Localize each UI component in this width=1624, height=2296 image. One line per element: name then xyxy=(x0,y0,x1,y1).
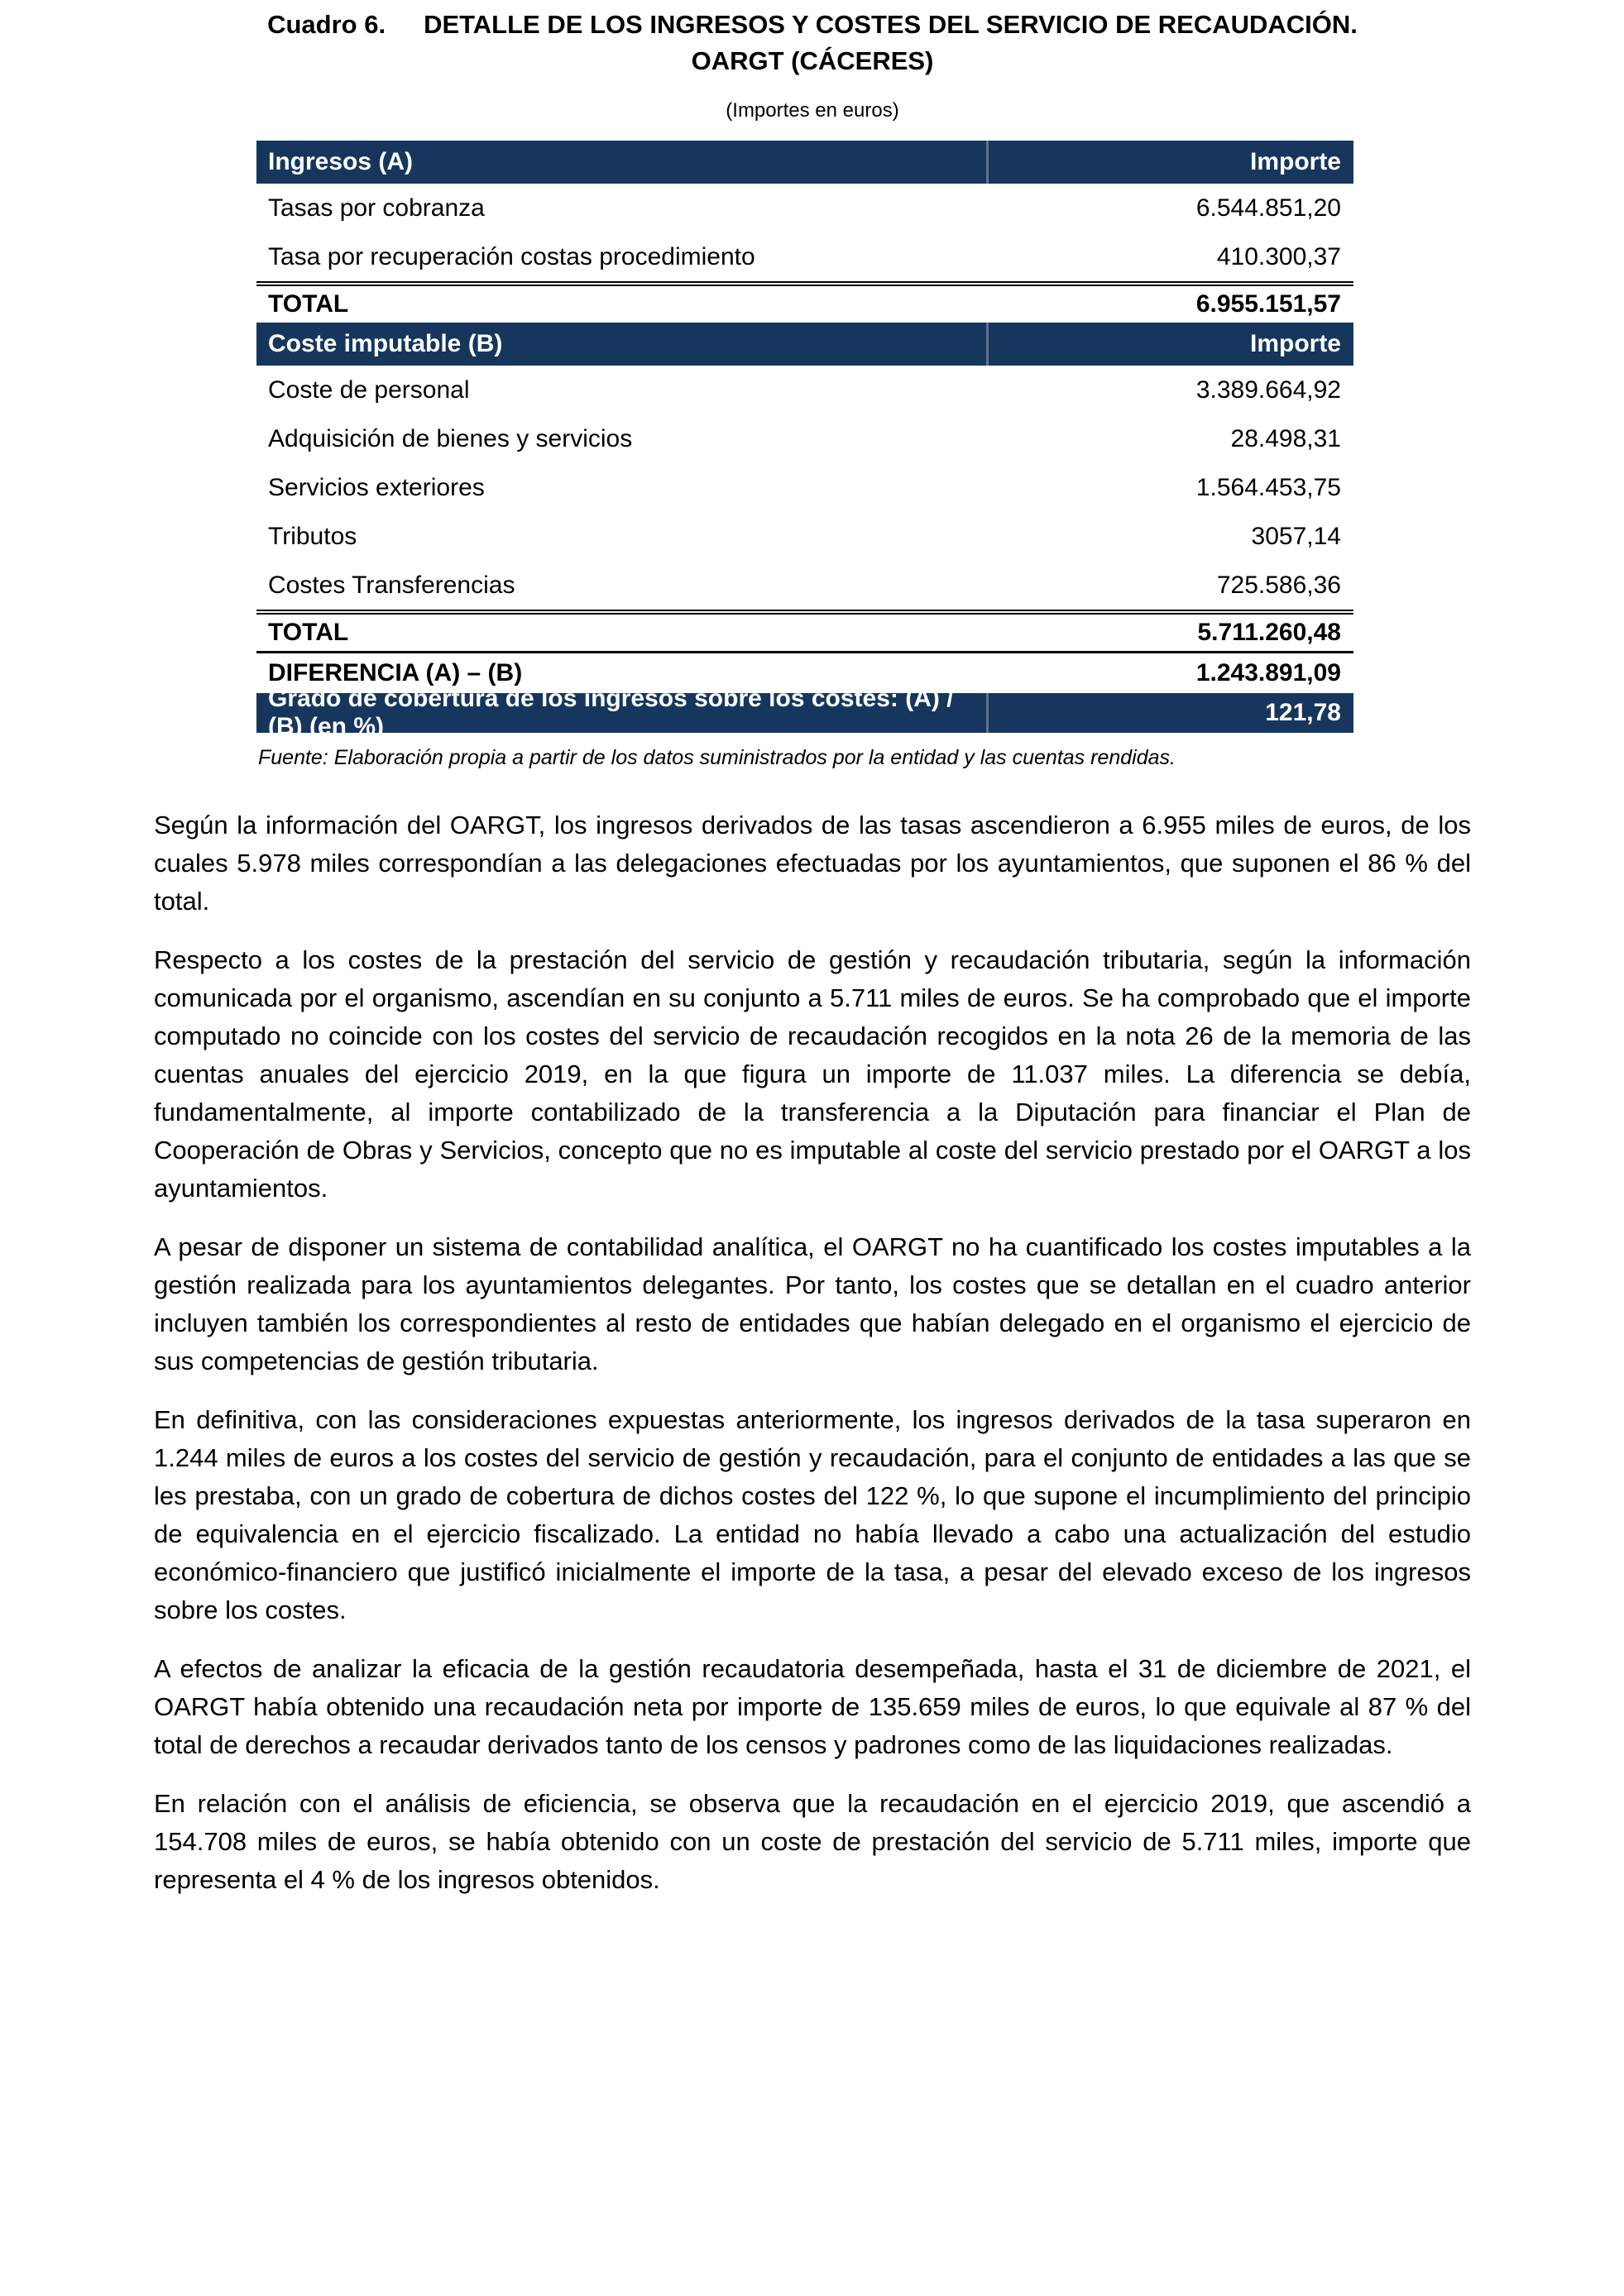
body-text xyxy=(154,806,1471,1899)
row-label: DIFERENCIA (A) – (B) xyxy=(268,659,523,686)
title-text: DETALLE DE LOS INGRESOS Y COSTES DEL SERVICIO DE RECAUDACIÓN. xyxy=(424,10,1358,39)
table-row xyxy=(256,512,1353,561)
row-value: 1.243.891,09 xyxy=(1195,659,1341,686)
row-value: 3057,14 xyxy=(1251,522,1341,550)
row-label: Coste imputable (B) xyxy=(268,330,503,357)
row-value: 5.711.260,48 xyxy=(1197,619,1341,646)
row-label: Coste de personal xyxy=(268,375,470,404)
page-content xyxy=(154,7,1471,1920)
table-total-row xyxy=(256,281,1353,323)
page-title xyxy=(154,7,1471,79)
source-note: Fuente: Elaboración propia a partir de los datos suministrados por la entidad y las cuentas rendidas. xyxy=(258,746,1176,769)
paragraph: En definitiva, con las consideraciones expuestas anteriormente, los ingresos derivados de la tasa superaron en 1.244 miles de euros a los costes del servicio de gestión y recaudación, para el conjunto de entidades a las que se les prestaba, con un grado de cobertura de dichos costes del 122 %, lo que supone el incumplimiento del principio de equivalencia en el ejercicio fiscalizado. La entidad no había llevado a cabo una actualización del estudio económico-financiero que justificó inicialmente el importe de la tasa, a pesar del elevado exceso de los ingresos sobre los costes. xyxy=(154,1405,1471,1624)
row-label: TOTAL xyxy=(268,290,349,318)
row-label: Servicios exteriores xyxy=(268,473,485,501)
row-label: Adquisición de bienes y servicios xyxy=(268,424,633,452)
table-row xyxy=(256,366,1353,414)
row-value: 725.586,36 xyxy=(1216,571,1341,599)
table-row xyxy=(256,184,1353,232)
units-note: (Importes en euros) xyxy=(726,99,899,122)
paragraph: A efectos de analizar la eficacia de la gestión recaudatoria desempeñada, hasta el 31 de diciembre de 2021, el OARGT había obtenido una recaudación neta por importe de 135.659 miles de euros, lo que equivale al 87 % del total de derechos a recaudar derivados tanto de los censos y padrones como de las liquidaciones realizadas. xyxy=(154,1654,1471,1759)
row-label: Tasa por recuperación costas procedimiento xyxy=(268,242,755,270)
row-label: TOTAL xyxy=(268,619,349,646)
row-value: 28.498,31 xyxy=(1230,424,1341,452)
table-section-header-row xyxy=(256,323,1353,366)
table-row xyxy=(256,232,1353,281)
table-row xyxy=(256,463,1353,512)
paragraph: A pesar de disponer un sistema de contabilidad analítica, el OARGT no ha cuantificado los costes imputables a la gestión realizada para los ayuntamientos delegantes. Por tanto, los costes que se detallan en el cuadro anterior incluyen también los correspondientes al resto de entidades que habían delegado en el organismo el ejercicio de sus competencias de gestión tributaria. xyxy=(154,1232,1471,1375)
row-label: Costes Transferencias xyxy=(268,571,515,599)
row-value: 6.544.851,20 xyxy=(1195,194,1341,222)
row-value: Importe xyxy=(986,323,1353,366)
table-section-header-row xyxy=(256,141,1353,184)
row-value: 1.564.453,75 xyxy=(1195,473,1341,501)
row-label: Tasas por cobranza xyxy=(268,194,485,222)
row-value: 410.300,37 xyxy=(1216,242,1341,270)
row-value: 3.389.664,92 xyxy=(1195,375,1341,404)
table-row xyxy=(256,561,1353,610)
income-cost-table xyxy=(256,141,1353,740)
table-coverage-row xyxy=(256,685,1353,740)
row-label: Ingresos (A) xyxy=(268,148,414,175)
row-value: 6.955.151,57 xyxy=(1195,290,1341,318)
table-row xyxy=(256,414,1353,463)
row-value: 121,78 xyxy=(986,693,1353,733)
row-label: Grado de cobertura de los ingresos sobre los costes: (A) / (B) (en %) xyxy=(268,685,954,740)
subtitle-text: OARGT (CÁCERES) xyxy=(691,46,934,75)
table-total-row xyxy=(256,610,1353,653)
row-value: Importe xyxy=(986,141,1353,184)
table-number-label: Cuadro 6. xyxy=(267,10,386,39)
paragraph: Según la información del OARGT, los ingresos derivados de las tasas ascendieron a 6.955 miles de euros, de los cuales 5.978 miles correspondían a las delegaciones efectuadas por los ayuntamientos, que suponen el 86 % del total. xyxy=(154,811,1471,916)
paragraph: En relación con el análisis de eficiencia, se observa que la recaudación en el ejercicio 2019, que ascendió a 154.708 miles de euros, se había obtenido con un coste de prestación del servicio de 5.711 miles, importe que representa el 4 % de los ingresos obtenidos. xyxy=(154,1789,1471,1894)
row-label: Tributos xyxy=(268,522,357,550)
paragraph: Respecto a los costes de la prestación del servicio de gestión y recaudación tributaria, según la información comunicada por el organismo, ascendían en su conjunto a 5.711 miles de euros. Se ha comprobado que el importe computado no coincide con los costes del servicio de recaudación recogidos en la nota 26 de la memoria de las cuentas anuales del ejercicio 2019, en la que figura un importe de 11.037 miles. La diferencia se debía, fundamentalmente, al importe contabilizado de la transferencia a la Diputación para financiar el Plan de Cooperación de Obras y Servicios, concepto que no es imputable al coste del servicio prestado por el OARGT a los ayuntamientos. xyxy=(154,945,1471,1203)
